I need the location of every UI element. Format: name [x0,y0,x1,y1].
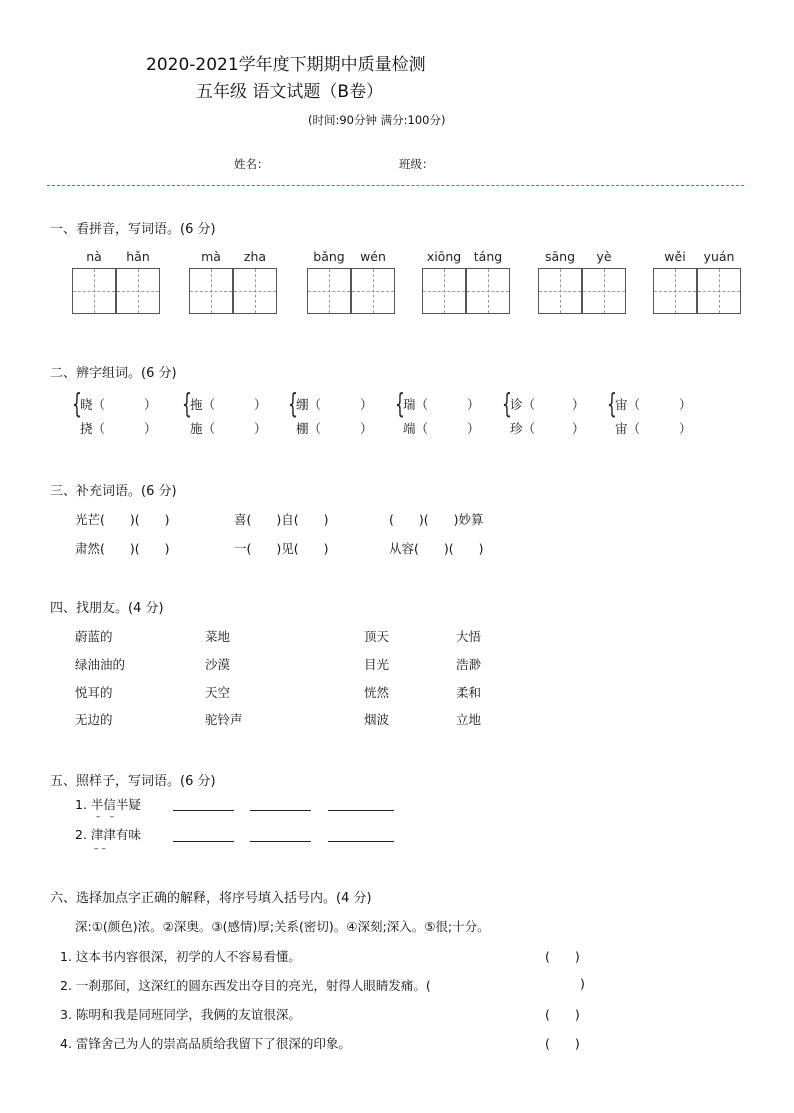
match-word: 烟波 [364,712,390,727]
brace-glyph: { [288,387,298,420]
answer-line[interactable] [173,841,234,842]
match-word: 无边的 [75,712,113,727]
pinyin: yuán [703,249,735,264]
idiom-blank: 光芒( )( ) [75,512,170,527]
pair-close: ） [679,421,692,436]
match-word: 大悟 [456,629,482,644]
match-word: 蔚蓝的 [75,629,113,644]
writing-cell[interactable] [697,268,741,314]
pair-char-a: 绷（ [296,397,322,412]
section-5-heading: 五、照样子，写词语。(6 分) [50,774,216,789]
pair-char-b: 施（ [190,421,216,436]
brace-glyph: { [607,387,617,420]
section-3-heading: 三、补充词语。(6 分) [50,484,177,499]
writing-cell[interactable] [72,268,116,314]
section-1-heading: 一、看拼音，写词语。(6 分) [50,222,216,237]
writing-cell[interactable] [653,268,697,314]
idiom-blank: 从容( )( ) [389,541,484,556]
pair-close: ） [572,397,585,412]
pair-char-a: 诊（ [510,397,536,412]
idiom-blank: 一( )见( ) [234,541,329,556]
pinyin: táng [473,249,503,264]
pair-char-b: 珍（ [510,421,536,436]
match-word: 菜地 [205,629,231,644]
answer-paren[interactable]: ( ) [545,1036,580,1051]
title-line-2: 五年级 语文试题（B卷） [196,82,384,102]
writing-cell[interactable] [351,268,395,314]
brace-glyph: { [72,387,82,420]
pair-close: ） [360,397,373,412]
answer-line[interactable] [173,810,234,811]
brace-glyph: { [502,387,512,420]
match-word: 悦耳的 [75,685,113,700]
pair-char-a: 瑞（ [403,397,429,412]
pinyin: wěi [664,249,686,264]
match-word: 沙漠 [205,657,231,672]
pair-close: ） [679,397,692,412]
pair-close: ） [144,397,157,412]
writing-cell[interactable] [582,268,626,314]
exam-meta: (时间:90分钟 满分:100分) [308,113,446,127]
idiom-blank: 喜( )自( ) [234,512,329,527]
section-2-heading: 二、辨字组词。(6 分) [50,366,177,381]
question-1: 1. 这本书内容很深，初学的人不容易看懂。 [60,949,301,964]
pair-char-b: 端（ [403,421,429,436]
pair-close: ） [360,421,373,436]
writing-cell[interactable] [116,268,160,314]
definition-line: 深:①(颜色)浓。②深奥。③(感情)厚;关系(密切)。④深刻;深入。⑤很;十分。 [75,919,490,934]
match-word: 驼铃声 [205,712,243,727]
pinyin: nà [86,249,102,264]
question-3: 3. 陈明和我是同班同学，我俩的友谊很深。 [60,1007,301,1022]
idiom-blank: ( )( )妙算 [389,512,484,527]
writing-cell[interactable] [233,268,277,314]
match-word: 顶天 [364,629,390,644]
idiom-blank: 肃然( )( ) [75,541,170,556]
example-word: 1. 半信半疑 [75,797,141,812]
pinyin: xiōng [426,249,462,264]
pinyin: yè [596,249,612,264]
pinyin: wén [360,249,386,264]
pair-close: ） [572,421,585,436]
answer-paren[interactable]: ( ) [545,949,580,964]
header-divider [47,185,744,186]
pair-char-a: 晓（ [80,397,106,412]
pair-char-b: 棚（ [296,421,322,436]
pinyin: sāng [544,249,576,264]
pair-close: ） [144,421,157,436]
question-2: 2. 一刹那间，这深红的圆东西发出夺目的亮光，射得人眼睛发痛。( [60,978,431,993]
writing-cell[interactable] [538,268,582,314]
pinyin: bǎng [313,249,345,264]
emphasis-dots: – – [94,844,106,854]
example-word: 2. 津津有味 [75,827,141,842]
pair-char-b: 挠（ [80,421,106,436]
pinyin: hǎn [126,249,150,264]
match-word: 柔和 [456,685,482,700]
pair-char-a: 拖（ [190,397,216,412]
match-word: 绿油油的 [75,657,126,672]
match-word: 天空 [205,685,231,700]
answer-line[interactable] [328,810,394,811]
match-word: 恍然 [364,685,390,700]
match-word: 浩渺 [456,657,482,672]
pair-char-b: 宙（ [615,421,641,436]
writing-cell[interactable] [466,268,510,314]
match-word: 立地 [456,712,482,727]
brace-glyph: { [182,387,192,420]
writing-cell[interactable] [189,268,233,314]
section-6-heading: 六、选择加点字正确的解释，将序号填入括号内。(4 分) [50,891,372,906]
section-4-heading: 四、找朋友。(4 分) [50,601,164,616]
pair-close: ） [254,397,267,412]
name-label: 姓名： [234,157,269,171]
answer-paren-close[interactable]: ) [580,976,585,991]
question-4: 4. 雷锋舍己为人的崇高品质给我留下了很深的印象。 [60,1036,351,1051]
emphasis-dots: – – [96,812,115,822]
writing-cell[interactable] [422,268,466,314]
pair-close: ） [467,397,480,412]
match-word: 目光 [364,657,390,672]
pair-close: ） [467,421,480,436]
pinyin: zha [243,249,267,264]
answer-line[interactable] [250,810,311,811]
title-line-1: 2020-2021学年度下期期中质量检测 [146,55,426,75]
answer-line[interactable] [328,841,394,842]
class-label: 班级： [399,157,434,171]
pair-close: ） [254,421,267,436]
pinyin: mà [201,249,221,264]
answer-paren[interactable]: ( ) [545,1007,580,1022]
brace-glyph: { [395,387,405,420]
pair-char-a: 宙（ [615,397,641,412]
writing-cell[interactable] [307,268,351,314]
answer-line[interactable] [250,841,311,842]
